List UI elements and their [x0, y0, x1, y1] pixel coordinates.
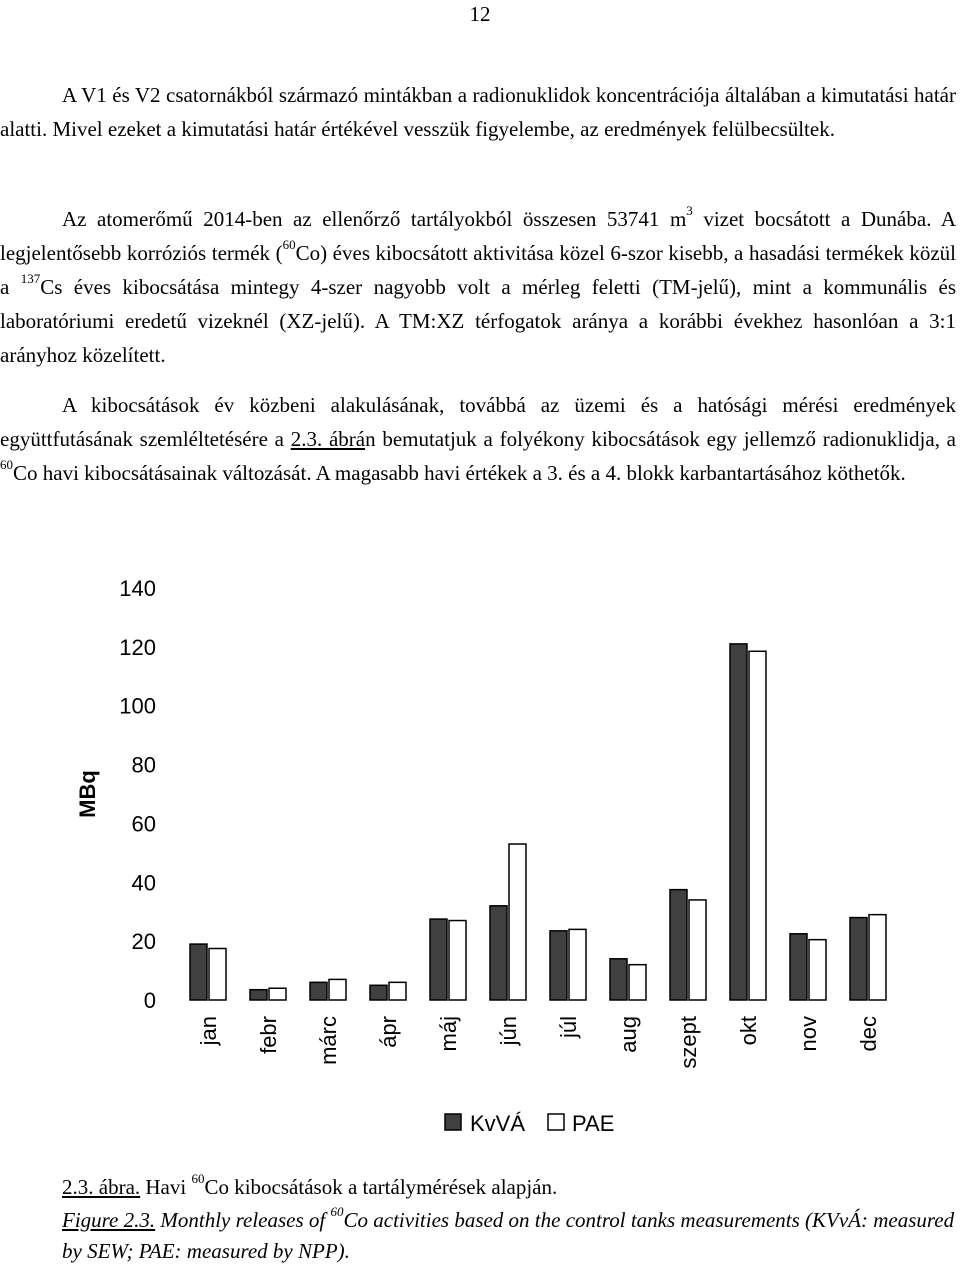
bar-kvva-jún [490, 906, 507, 1000]
y-tick-label: 40 [131, 870, 156, 896]
caption-hu-text-a: Havi [140, 1175, 192, 1199]
monthly-co60-bar-chart [0, 560, 960, 1160]
page-number: 12 [469, 2, 491, 26]
x-tick-label: jan [196, 1016, 221, 1046]
bar-pae-okt [749, 651, 766, 1000]
figure-reference-link[interactable]: 2.3. ábrá [290, 427, 366, 451]
x-tick-label: máj [436, 1016, 461, 1052]
bar-pae-nov [809, 940, 826, 1000]
y-tick-label: 100 [119, 693, 156, 719]
bar-pae-máj [449, 921, 466, 1000]
paragraph-2-text-a: Az atomerőmű 2014-ben az ellenőrző tartályokból összesen 53741 m [62, 207, 687, 231]
bars [190, 644, 886, 1000]
legend-label-pae: PAE [572, 1111, 615, 1136]
figure-caption-hungarian [62, 1172, 958, 1203]
superscript: 3 [686, 203, 693, 218]
paragraph-3 [0, 388, 956, 490]
bar-kvva-júl [550, 931, 567, 1000]
superscript: 60 [282, 237, 296, 252]
paragraph-2 [0, 202, 956, 372]
legend-swatch-kvva [445, 1114, 461, 1130]
legend-swatch-pae [548, 1114, 564, 1130]
superscript: 137 [20, 271, 41, 286]
y-tick-label: 0 [143, 988, 156, 1013]
figure-caption-english [62, 1205, 958, 1267]
caption-en-text-b: Co activities based on the control tanks measurements (KVvÁ: measured by SEW; PAE: measured by NPP). [62, 1208, 955, 1263]
bar-kvva-nov [790, 934, 807, 1000]
legend-label-kvva: KvVÁ [470, 1111, 526, 1136]
bar-kvva-febr [250, 990, 267, 1000]
paragraph-3-text-b: n bemutatjuk a folyékony kibocsátások egy jellemző radionuklidja, a [365, 427, 957, 451]
bar-kvva-dec [850, 918, 867, 1000]
paragraph-3-text-c: Co havi kibocsátásainak változását. A magasabb havi értékek a 3. és a 4. blokk karbantartásához köthetők. [13, 461, 906, 485]
x-tick-label: okt [736, 1016, 761, 1046]
bar-kvva-aug [610, 959, 627, 1000]
paragraph-1 [0, 78, 956, 146]
bar-pae-ápr [389, 982, 406, 1000]
caption-hu-label: 2.3. ábra. [62, 1175, 141, 1199]
y-axis-label: MBq [75, 770, 100, 818]
x-tick-label: júl [556, 1016, 581, 1039]
paragraph-2-text-d: Cs éves kibocsátása mintegy 4-szer nagyobb volt a mérleg feletti (TM-jelű), mint a kommunális és laboratóriumi eredetű vizeknél (XZ-jelű). A TM:XZ térfogatok aránya a korábbi évekhez hasonlóan a 3:1 arányhoz közelített. [0, 275, 956, 367]
bar-kvva-márc [310, 982, 327, 1000]
bar-kvva-okt [730, 644, 747, 1000]
legend [445, 1111, 614, 1136]
y-tick-label: 60 [131, 811, 156, 837]
superscript: 60 [191, 1171, 205, 1186]
x-tick-label: márc [316, 1016, 341, 1065]
paragraph-2-text-c: Co) éves kibocsátott aktivitása közel 6-szor kisebb, a hasadási termékek közül a [0, 241, 956, 299]
bar-pae-márc [329, 979, 346, 1000]
bar-pae-jún [509, 844, 526, 1000]
x-tick-label: nov [796, 1016, 821, 1052]
x-tick-label: jún [496, 1016, 521, 1046]
y-tick-label: 140 [119, 576, 156, 601]
x-tick-label: ápr [376, 1016, 401, 1048]
y-tick-label: 120 [119, 634, 156, 660]
bar-kvva-máj [430, 919, 447, 1000]
bar-kvva-szept [670, 890, 687, 1000]
superscript: 60 [0, 457, 13, 472]
paragraph-3-text-a: A kibocsátások év közbeni alakulásának, továbbá az üzemi és a hatósági mérési eredmények együttfutásának szemléltetésére a [0, 393, 956, 451]
caption-en-text-a: Monthly releases of [155, 1208, 331, 1232]
bar-kvva-ápr [370, 985, 387, 1000]
y-tick-label: 20 [131, 929, 156, 955]
bar-pae-jan [209, 949, 226, 1001]
bar-pae-júl [569, 929, 586, 1000]
caption-en-label: Figure 2.3. [62, 1208, 156, 1232]
x-axis-ticks [196, 1016, 881, 1069]
x-tick-label: szept [676, 1016, 701, 1069]
paragraph-2-text-b: vizet bocsátott a Dunába. A legjelentősebb korróziós termék ( [0, 207, 956, 265]
bar-kvva-jan [190, 944, 207, 1000]
x-tick-label: aug [616, 1016, 641, 1053]
bar-pae-dec [869, 915, 886, 1000]
y-axis-ticks [119, 576, 156, 1013]
bar-pae-aug [629, 965, 646, 1000]
y-tick-label: 80 [131, 752, 156, 778]
bar-pae-szept [689, 900, 706, 1000]
bar-pae-febr [269, 988, 286, 1000]
superscript: 60 [330, 1204, 344, 1219]
x-tick-label: dec [856, 1016, 881, 1052]
x-tick-label: febr [256, 1016, 281, 1054]
paragraph-1-text: A V1 és V2 csatornákból származó mintákban a radionuklidok koncentrációja általában a kimutatási határ alatti. Mivel ezeket a kimutatási határ értékével vesszük figyelembe, az eredmények felülbecsültek. [0, 83, 956, 141]
caption-hu-text-b: Co kibocsátások a tartálymérések alapján. [204, 1175, 558, 1199]
